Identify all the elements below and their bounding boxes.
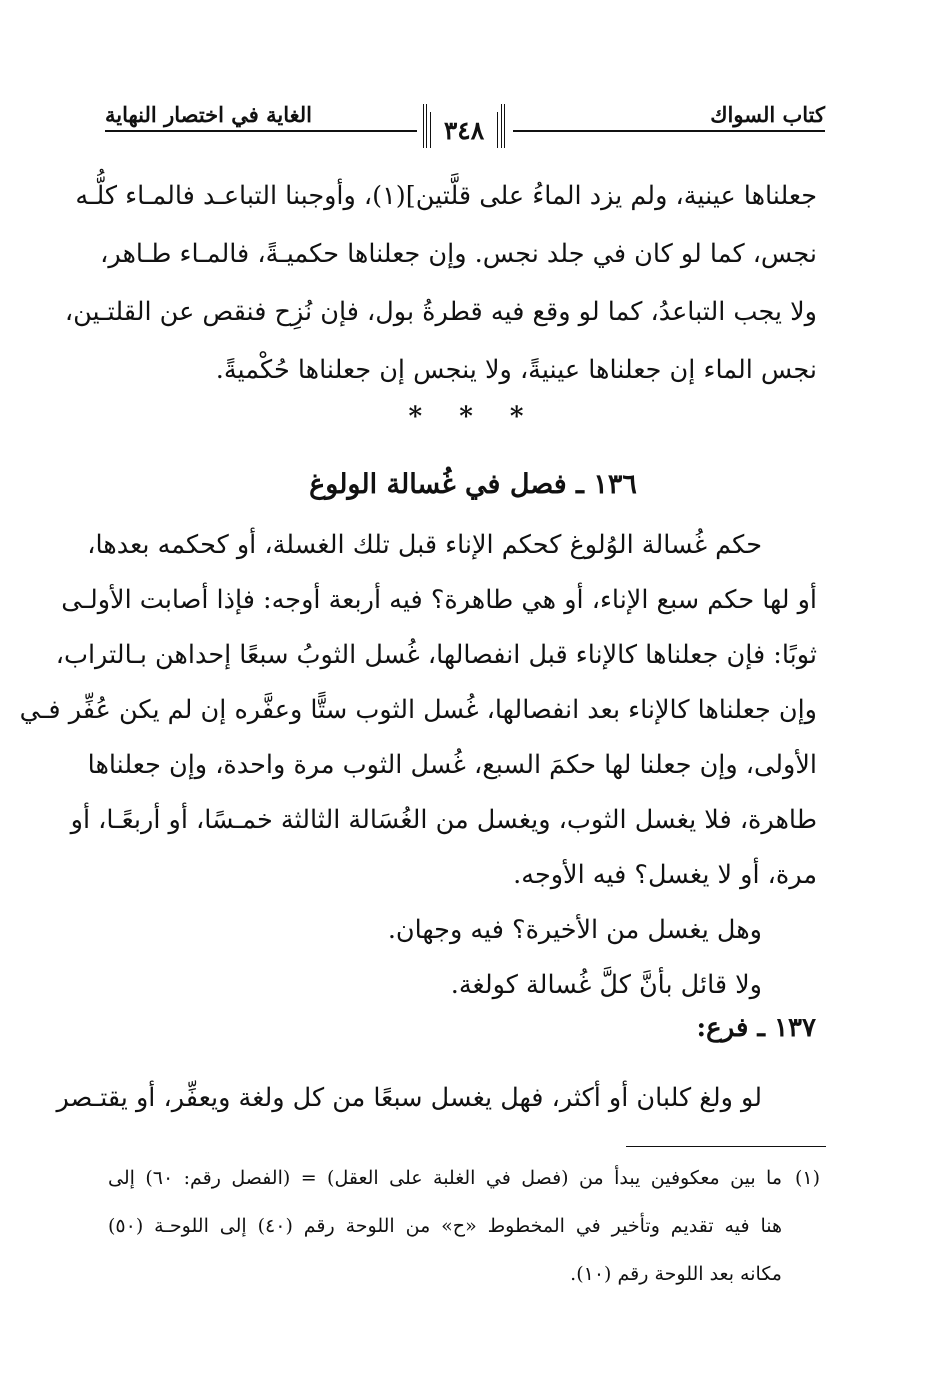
question-line: وهل يغسل من الأخيرة؟ فيه وجهان. [387, 915, 762, 945]
paragraph-line: ثوبًا: فإن جعلناها كالإناء قبل انفصالها، غُسل الثوبُ سبعًا إحداهن بـالتراب، [55, 640, 817, 670]
page-number-frame [423, 104, 505, 148]
footnote-line: هنا فيه تقديم وتأخير في المخطوط «ح» من اللوحة رقم (٤٠) إلى اللوحـة (٥٠) [108, 1215, 782, 1237]
footnote-line: مكانه بعد اللوحة رقم (١٠). [570, 1263, 782, 1285]
note-line: ولا قائل بأنَّ كلَّ غُسالة كولغة. [450, 970, 762, 1000]
running-title: الغاية في اختصار النهاية [105, 102, 312, 127]
paragraph-line: وإن جعلناها كالإناء بعد انفصالها، غُسل الثوب ستًّا وعفَّره إن لم يكن عُفِّر فـي [19, 695, 817, 725]
paragraph-line: ولا يجب التباعدُ، كما لو وقع فيه قطرةُ بول، فإن نُزِح فنقص عن القلتـين، [64, 297, 817, 327]
paragraph-line: نجس الماء إن جعلناها عينيةً، ولا ينجس إن جعلناها حُكْميةً. [215, 355, 817, 385]
section-separator: * * * [408, 402, 538, 432]
footnote-marker: (١) [794, 1167, 820, 1189]
paragraph-line: لو ولغ كلبان أو أكثر، فهل يغسل سبعًا من كل ولغة ويعفِّر، أو يقتـصر [56, 1083, 762, 1113]
running-header [105, 100, 825, 160]
footnote-line: ما بين معكوفين يبدأ من (فصل في الغلبة على العقل) = (الفصل رقم: ٦٠) إلى [108, 1167, 783, 1189]
paragraph-line: حكم غُسالة الوُلوغ كحكم الإناء قبل تلك الغسلة، أو كحكمه بعدها، [87, 530, 762, 560]
paragraph-line: مرة، أو لا يغسل؟ فيه الأوجه. [513, 860, 817, 890]
paragraph-line: طاهرة، فلا يغسل الثوب، ويغسل من الغُسَالة الثالثة خمـسًا، أو أربعًـا، أو [70, 805, 817, 835]
section-heading: ١٣٦ ـ فصل في غُسالة الولوغ [309, 469, 637, 500]
paragraph-line: نجس، كما لو كان في جلد نجس. وإن جعلناها حكميـةً، فالمـاء طـاهر، [100, 239, 817, 269]
header-rule-right [513, 130, 825, 132]
book-title: كتاب السواك [710, 102, 825, 127]
paragraph-line: جعلناها عينية، ولم يزد الماءُ على قلَّتين](١)، وأوجبنا التباعـد فالمـاء كلُّـه [75, 181, 817, 211]
paragraph-line: الأولى، وإن جعلنا لها حكمَ السبع، غُسل الثوب مرة واحدة، وإن جعلناها [87, 750, 817, 780]
paragraph-line: أو لها حكم سبع الإناء، أو هي طاهرة؟ فيه أربعة أوجه: فإذا أصابت الأولـى [61, 585, 817, 615]
page-number: ٣٤٨ [443, 116, 485, 145]
header-rule-left [105, 130, 417, 132]
footnote-rule [626, 1146, 826, 1147]
branch-heading: ١٣٧ ـ فرع: [696, 1013, 816, 1043]
